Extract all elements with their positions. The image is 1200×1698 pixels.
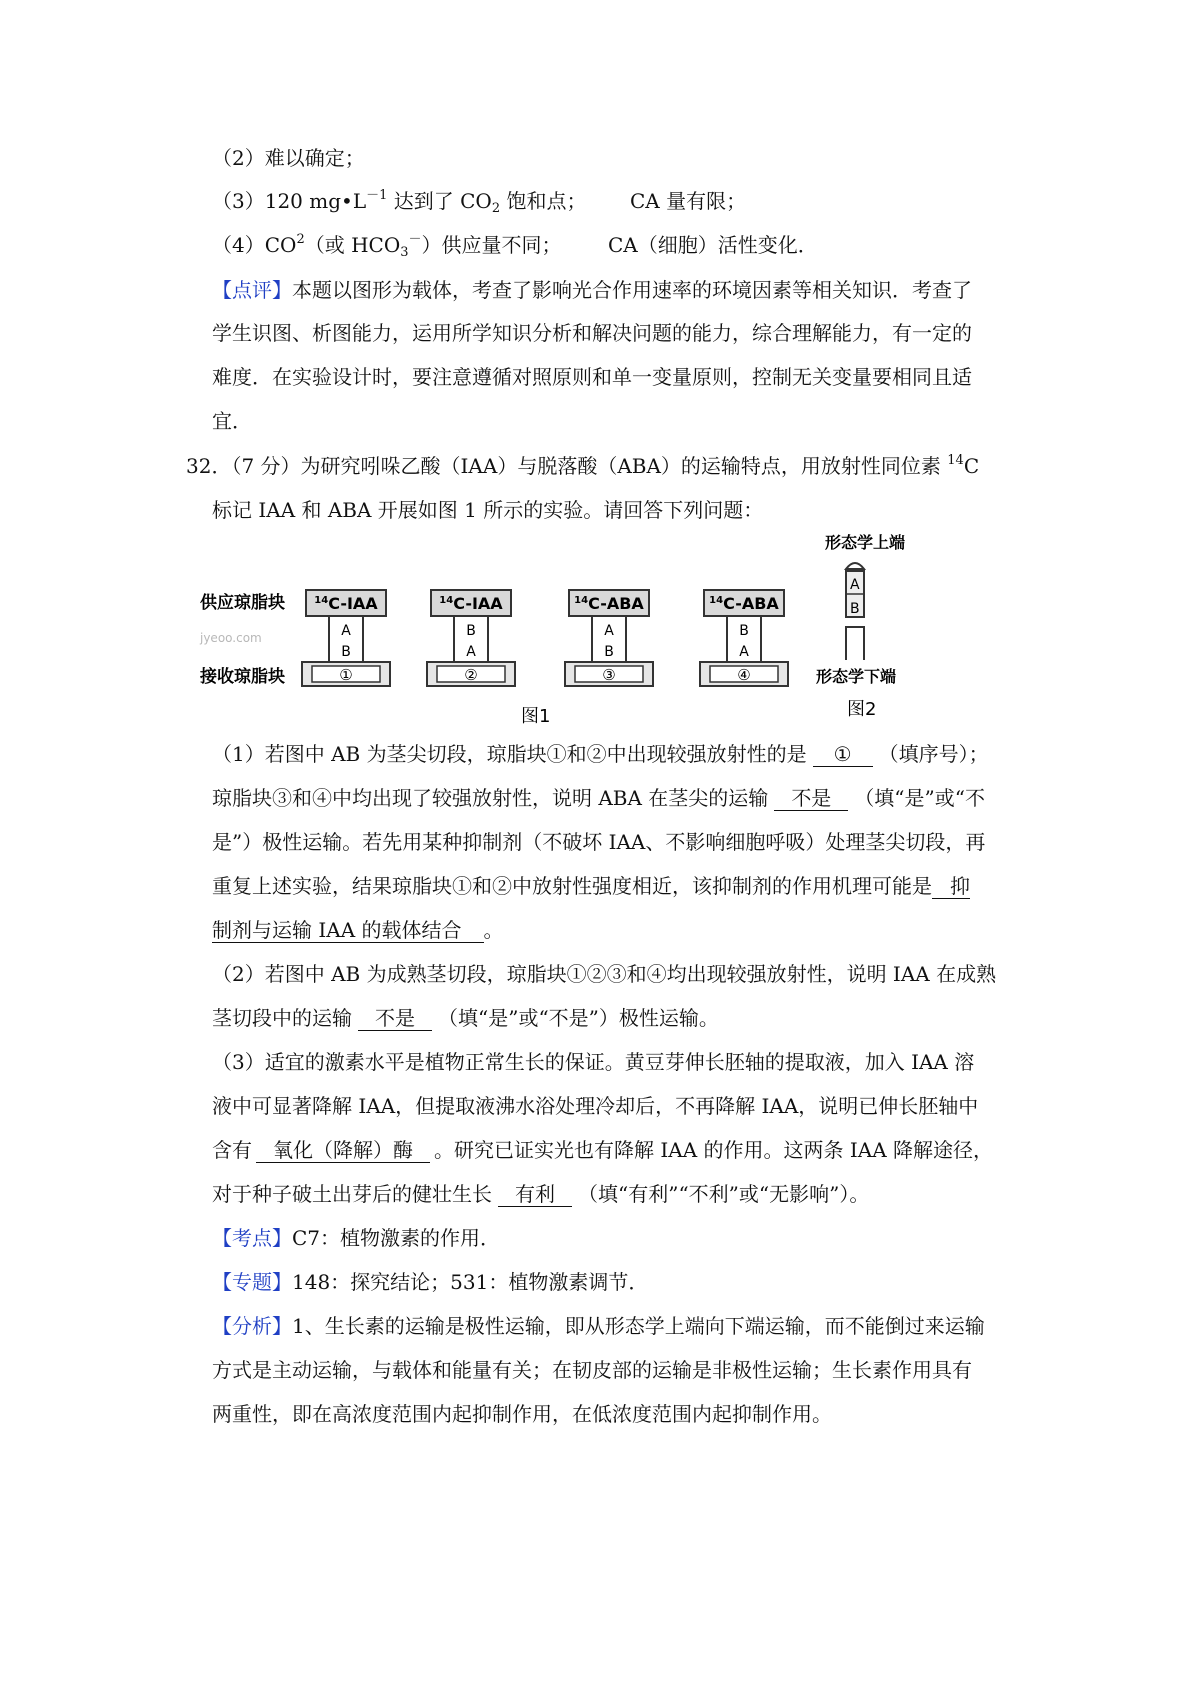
segment-top-label: B [466, 623, 476, 639]
fig2-top-label: 形态学上端 [825, 533, 906, 552]
review-line-1: 【点评】本题以图形为载体，考查了影响光合作用速率的环境因素等相关知识．考查了 [212, 278, 972, 302]
fig2-bottom-label: 形态学下端 [816, 667, 897, 686]
zhuanti-tag: 【专题】 [212, 1270, 292, 1294]
review-tag: 【点评】 [212, 278, 292, 302]
part3-line-4: 对于种子破土出芽后的健壮生长 有利 （填“有利”“不利”或“无影响”）。 [212, 1182, 870, 1206]
fig2-stem-tip [846, 563, 864, 569]
review-line-2: 学生识图、析图能力，运用所学知识分析和解决问题的能力，综合理解能力，有一定的 [212, 321, 972, 345]
supply-block-label: 供应琼脂块 [200, 593, 285, 613]
segment-bottom-label: A [739, 644, 749, 660]
isotope-superscript: 14 [709, 595, 724, 606]
part3-line-3: 含有 氧化（降解）酶 。研究已证实光也有降解 IAA 的作用。这两条 IAA 降解途径， [212, 1138, 994, 1162]
setup-4 [700, 590, 788, 686]
review-line-3: 难度．在实验设计时，要注意遵循对照原则和单一变量原则，控制无关变量要相同且适 [212, 365, 972, 389]
answer-blank: 抑 [932, 874, 970, 899]
segment-bottom-label: A [466, 644, 476, 660]
fenxi-line-3: 两重性，即在高浓度范围内起抑制作用，在低浓度范围内起抑制作用。 [212, 1402, 832, 1426]
supply-compound: C-ABA [588, 594, 644, 613]
review-line-4: 宜． [212, 409, 252, 433]
receiver-number: ② [464, 666, 478, 684]
part2-line-2: 茎切段中的运输 不是 （填“是”或“不是”）极性运输。 [212, 1006, 719, 1030]
question-32-stem-1: 32．（7 分）为研究吲哚乙酸（IAA）与脱落酸（ABA）的运输特点，用放射性同位素 $^{14}$C [186, 453, 980, 478]
fenxi-line-1: 【分析】1、生长素的运输是极性运输，即从形态学上端向下端运输，而不能倒过来运输 [212, 1314, 985, 1338]
part1-line-4: 重复上述实验，结果琼脂块①和②中放射性强度相近，该抑制剂的作用机理可能是 抑 [212, 874, 970, 898]
answer-blank: 不是 [774, 786, 848, 811]
fenxi-tag: 【分析】 [212, 1314, 292, 1338]
supply-compound: C-IAA [453, 594, 503, 613]
answer-line-2: （2）难以确定； [212, 146, 365, 170]
receiver-number: ④ [737, 666, 751, 684]
segment-top-label: B [739, 623, 749, 639]
receiver-number: ① [339, 666, 353, 684]
receiver-number: ③ [602, 666, 616, 684]
answer-blank: 制剂与运输 IAA 的载体结合 [212, 918, 484, 943]
receive-block-label: 接收琼脂块 [200, 667, 285, 687]
answer-line-4: $(4)CO^2$（或 $HCO_3^-$）供应量不同； CA（细胞）活性变化． [212, 232, 818, 260]
part3-line-1: （3）适宜的激素水平是植物正常生长的保证。黄豆芽伸长胚轴的提取液，加入 IAA 溶 [212, 1050, 975, 1074]
part2-line-1: （2）若图中 AB 为成熟茎切段，琼脂块①②③和④均出现较强放射性，说明 IAA 在成熟 [212, 962, 997, 986]
kaodian-tag: 【考点】 [212, 1226, 292, 1250]
figure-1-caption: 图1 [521, 706, 551, 727]
question-32-stem-2: 标记 IAA 和 ABA 开展如图 1 所示的实验。请回答下列问题： [212, 498, 764, 522]
part1-line-2: 琼脂块③和④中均出现了较强放射性，说明 ABA 在茎尖的运输 不是 （填“是”或“不 [212, 786, 985, 810]
fig2-lower-stem [846, 627, 864, 660]
fig2-seg-bottom-label: B [850, 601, 860, 617]
isotope-superscript: 14 [439, 595, 454, 606]
segment-bottom-label: B [604, 644, 614, 660]
setup-2 [427, 590, 515, 686]
segment-bottom-label: B [341, 644, 351, 660]
kaodian-line: 【考点】C7：植物激素的作用． [212, 1226, 501, 1250]
setup-1 [302, 590, 390, 686]
fenxi-line-2: 方式是主动运输，与载体和能量有关；在韧皮部的运输是非极性运输；生长素作用具有 [212, 1358, 972, 1382]
watermark: jyeoo.com [200, 631, 262, 645]
answer-blank: ① [813, 742, 873, 767]
supply-compound: C-ABA [723, 594, 779, 613]
isotope-superscript: 14 [574, 595, 589, 606]
figure-2-caption: 图2 [847, 699, 877, 720]
fig2-seg-top-label: A [850, 577, 860, 593]
answer-line-3: （3）120 $mg•L^{-1}$ 达到了 $CO_2$ 饱和点； CA 量有限； [212, 188, 747, 216]
isotope-superscript: 14 [314, 595, 329, 606]
supply-compound: C-IAA [328, 594, 378, 613]
answer-blank: 氧化（降解）酶 [256, 1138, 430, 1163]
part1-line-5: 制剂与运输 IAA 的载体结合 。 [212, 918, 504, 942]
segment-top-label: A [341, 623, 351, 639]
part3-line-2: 液中可显著降解 IAA，但提取液沸水浴处理冷却后，不再降解 IAA，说明已伸长胚轴中 [212, 1094, 979, 1118]
segment-top-label: A [604, 623, 614, 639]
fig2-stem [846, 563, 864, 660]
answer-blank: 不是 [358, 1006, 432, 1031]
part1-line-1: （1）若图中 AB 为茎尖切段，琼脂块①和②中出现较强放射性的是 ① （填序号）； [212, 742, 989, 766]
answer-blank: 有利 [498, 1182, 572, 1207]
part1-line-3: 是”）极性运输。若先用某种抑制剂（不破坏 IAA、不影响细胞呼吸）处理茎尖切段，再 [212, 830, 986, 854]
zhuanti-line: 【专题】148：探究结论；531：植物激素调节． [212, 1270, 649, 1294]
setup-3 [565, 590, 653, 686]
